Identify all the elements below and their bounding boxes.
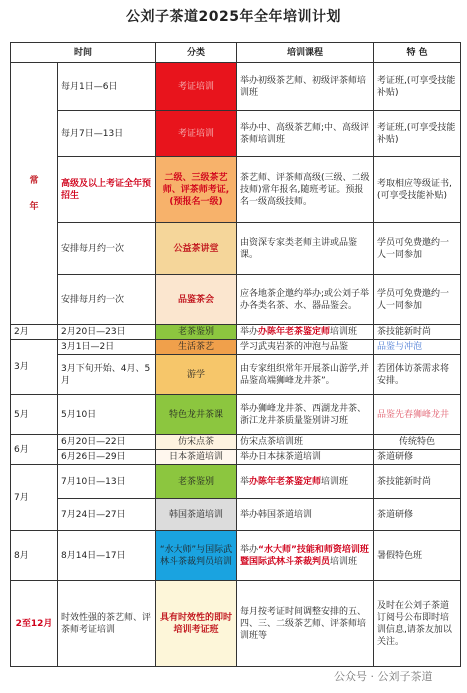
time-cell: 5月10日 [58, 395, 156, 435]
table-row [11, 581, 461, 667]
course-cell: 学习武夷岩茶的冲泡与品鉴 [237, 340, 374, 355]
course-cell: 由专家组织常年开展茶山游学,并品鉴高端狮峰龙井茶”。 [237, 355, 374, 395]
category-cell: 仿宋点茶 [156, 435, 237, 450]
course-cell: 举办韩国茶道培训 [237, 499, 374, 531]
category-cell: 考证培训 [156, 111, 237, 157]
category-cell: 老茶鉴别 [156, 325, 237, 340]
feature-cell: 茶技能新时尚 [374, 325, 461, 340]
category-cell: 老茶鉴别 [156, 465, 237, 499]
category-cell: 品鉴茶会 [156, 275, 237, 325]
feature-cell: 考取相应等级证书,(可享受技能补贴) [374, 157, 461, 223]
category-cell: 特色龙井茶课 [156, 395, 237, 435]
time-cell: 7月24日—27日 [58, 499, 156, 531]
time-cell: 每月7日—13日 [58, 111, 156, 157]
course-cell: 仿宋点茶培训班 [237, 435, 374, 450]
feature-cell: 品鉴先春狮峰龙井 [374, 395, 461, 435]
feature-cell: 茶技能新时尚 [374, 465, 461, 499]
feature-cell: 暑假特色班 [374, 531, 461, 581]
feature-cell: 学员可免费邀约一人一同参加 [374, 275, 461, 325]
month-cell: 3月 [11, 340, 58, 395]
feature-cell: 学员可免费邀约一人一同参加 [374, 223, 461, 275]
month-cell: 5月 [11, 395, 58, 435]
table-row [11, 275, 461, 325]
table-row [11, 531, 461, 581]
course-cell: 举办狮峰龙井茶、西湖龙井茶、浙江龙井茶质量鉴别讲习班 [237, 395, 374, 435]
category-cell: 生活茶艺 [156, 340, 237, 355]
month-cell: 7月 [11, 465, 58, 531]
feature-cell: 茶道研修 [374, 450, 461, 465]
feature-cell: 考证班,(可享受技能补贴) [374, 63, 461, 111]
training-plan-table [10, 42, 461, 667]
month-cell: 2月 [11, 325, 58, 340]
feature-cell: 茶道研修 [374, 499, 461, 531]
month-cell: 6月 [11, 435, 58, 465]
category-cell: 考证培训 [156, 63, 237, 111]
course-cell: 由资深专家类老师主讲或品鉴课。 [237, 223, 374, 275]
month-cell: 8月 [11, 531, 58, 581]
time-cell: 7月10日—13日 [58, 465, 156, 499]
header-time: 时间 [11, 43, 156, 63]
table-row [11, 340, 461, 355]
course-cell: 举办日本抹茶道培训 [237, 450, 374, 465]
time-cell: 安排每月约一次 [58, 223, 156, 275]
time-cell: 3月1日—2日 [58, 340, 156, 355]
table-row [11, 465, 461, 499]
category-cell: 二级、三级茶艺师、评茶师考证,(预报名一级) [156, 157, 237, 223]
feature-cell: 及时在公刘子茶道订阅号公布即时培训信息,请茶友加以关注。 [374, 581, 461, 667]
table-row [11, 355, 461, 395]
feature-cell: 若团体访茶需求将安排。 [374, 355, 461, 395]
header-category: 分类 [156, 43, 237, 63]
table-row [11, 435, 461, 450]
month-cell: 2至12月 [11, 581, 58, 667]
table-row [11, 223, 461, 275]
course-cell: 举办办陈年老茶鉴定师培训班 [237, 325, 374, 340]
header-course: 培训课程 [237, 43, 374, 63]
category-cell: 游学 [156, 355, 237, 395]
time-cell: 6月20日—22日 [58, 435, 156, 450]
time-cell: 高级及以上考证全年预招生 [58, 157, 156, 223]
category-cell: “水大师”与国际武林斗茶裁判员培训 [156, 531, 237, 581]
table-row [11, 499, 461, 531]
course-cell: 每月按考证时间调整安排的五、四、三、二级茶艺师、评茶师培训班等 [237, 581, 374, 667]
category-cell: 韩国茶道培训 [156, 499, 237, 531]
table-header-row [11, 43, 461, 63]
time-cell: 8月14日—17日 [58, 531, 156, 581]
course-cell: 应各地茶企邀约举办;或公刘子举办各类名茶、水、器品鉴会。 [237, 275, 374, 325]
course-cell: 举办陈年老茶鉴定师培训班 [237, 465, 374, 499]
time-cell: 3月下旬开始、4月、5月 [58, 355, 156, 395]
feature-cell: 考证班,(可享受技能补贴) [374, 111, 461, 157]
feature-cell: 传统特色 [374, 435, 461, 450]
course-cell: 举办“水大师”技能和师资培训班暨国际武林斗茶裁判员培训班 [237, 531, 374, 581]
table-row [11, 325, 461, 340]
time-cell: 每月1日—6日 [58, 63, 156, 111]
header-feature: 特 色 [374, 43, 461, 63]
changnian-label: 常 年 [11, 63, 58, 325]
table-row [11, 157, 461, 223]
time-cell: 安排每月约一次 [58, 275, 156, 325]
table-row [11, 395, 461, 435]
course-cell: 举办初级茶艺师、初级评茶师培训班 [237, 63, 374, 111]
category-cell: 日本茶道培训 [156, 450, 237, 465]
page-title: 公刘子茶道2025年全年培训计划 [126, 9, 341, 25]
table-row [11, 111, 461, 157]
time-cell: 2月20日—23日 [58, 325, 156, 340]
time-cell: 时效性强的茶艺师、评茶师考证培训 [58, 581, 156, 667]
category-cell: 具有时效性的即时培训考证班 [156, 581, 237, 667]
course-cell: 举办中、高级茶艺师;中、高级评茶师培训班 [237, 111, 374, 157]
watermark: 公众号 · 公刘子茶道 [334, 670, 433, 683]
table-row [11, 63, 461, 111]
table-row [11, 450, 461, 465]
feature-cell: 品鉴与冲泡 [374, 340, 461, 355]
course-cell: 茶艺师、评茶师高级(三级、二级技师)常年报名,随班考证。预报名一级高级技师。 [237, 157, 374, 223]
category-cell: 公益茶讲堂 [156, 223, 237, 275]
time-cell: 6月26日—29日 [58, 450, 156, 465]
